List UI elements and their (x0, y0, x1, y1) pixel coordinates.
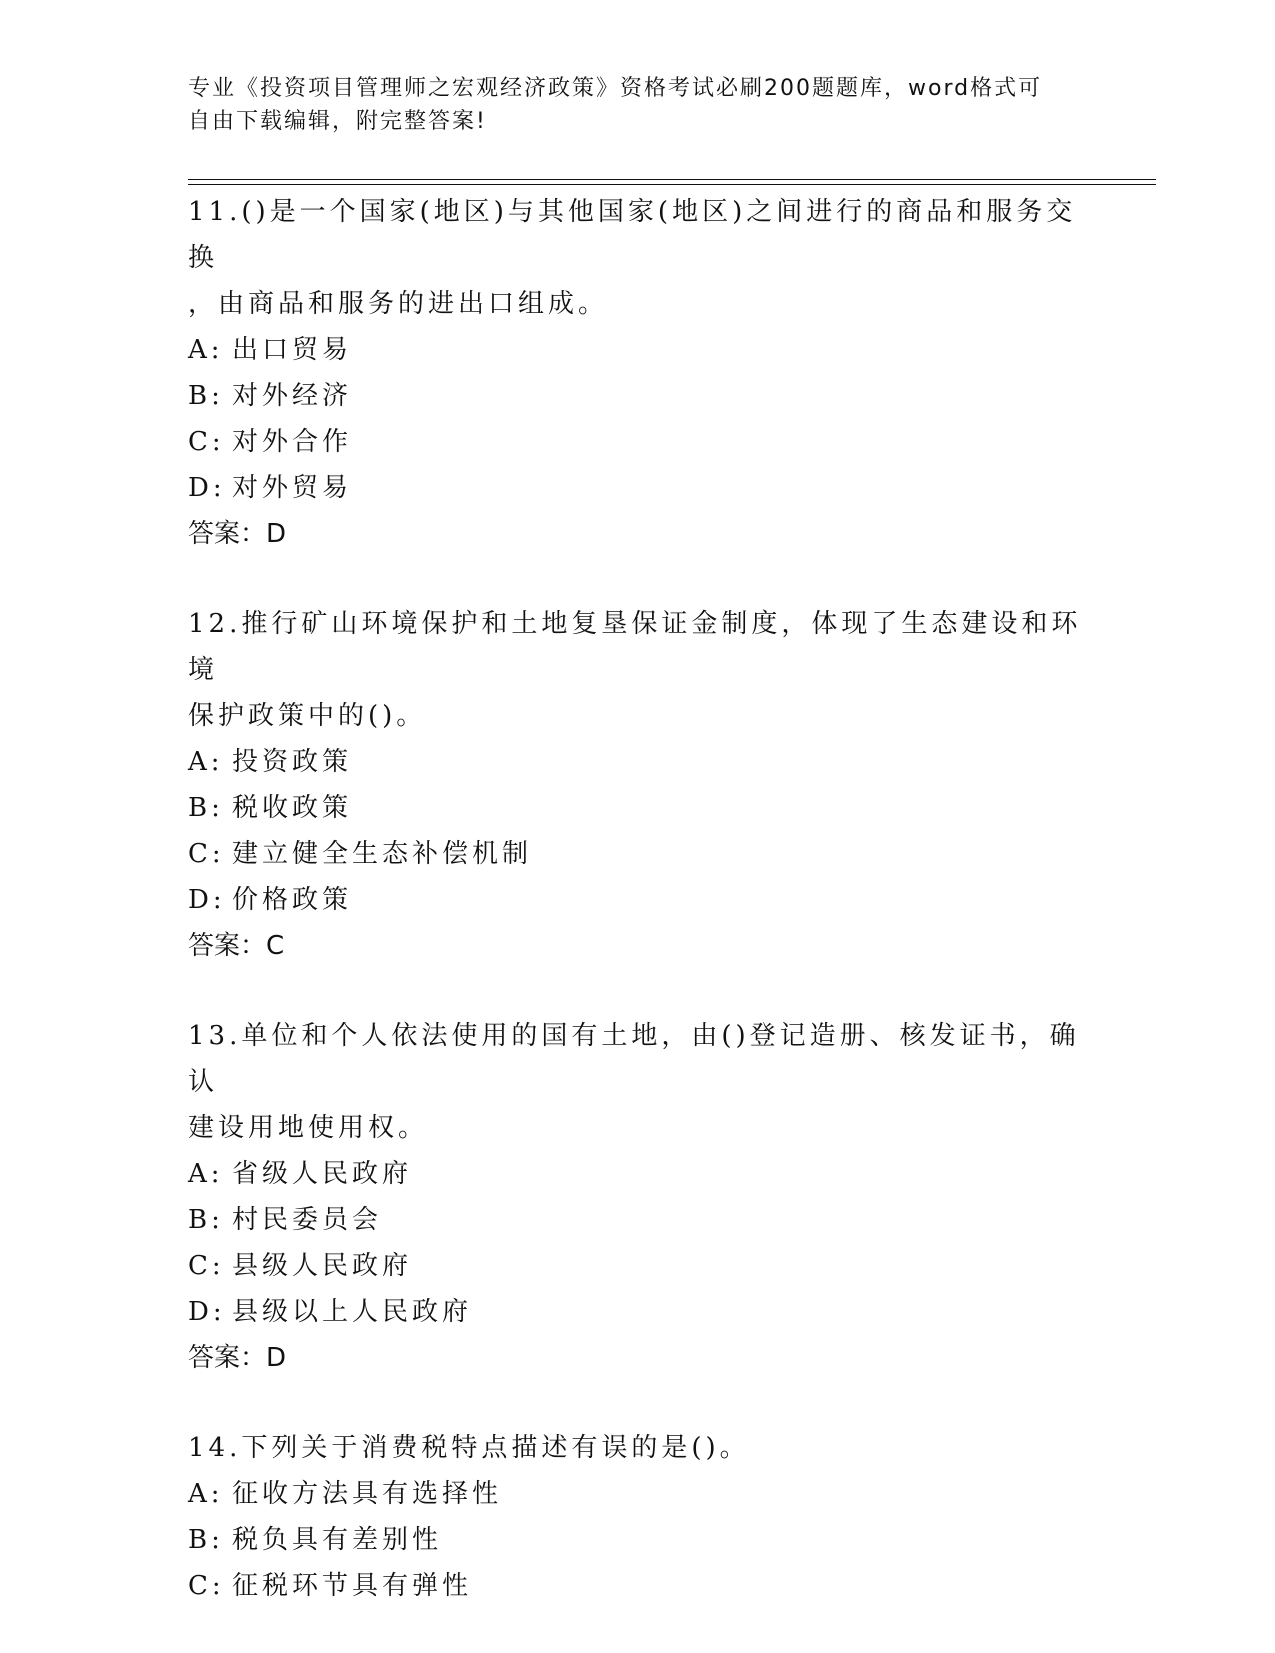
option-text: 税负具有差别性 (232, 1525, 443, 1555)
option-key: C: (188, 1571, 225, 1601)
option-key: B: (188, 1525, 224, 1555)
option-text: 对外合作 (232, 427, 353, 457)
header-divider-top (188, 179, 1156, 180)
option-a (188, 739, 1088, 785)
option-text: 村民委员会 (232, 1205, 383, 1235)
question-stem (188, 1013, 1088, 1151)
option-key: B: (188, 381, 224, 411)
option-b (188, 785, 1088, 831)
option-key: A: (188, 1479, 224, 1509)
answer-line: 答案：D (188, 1343, 287, 1373)
option-key: D: (188, 885, 226, 915)
option-a (188, 327, 1088, 373)
option-text: 出口贸易 (232, 335, 353, 365)
answer-line: 答案：D (188, 519, 287, 549)
option-key: C: (188, 1251, 225, 1281)
option-text: 建立健全生态补偿机制 (232, 839, 533, 869)
question-stem-line-1: 12.推行矿山环境保护和土地复垦保证金制度，体现了生态建设和环境 (188, 609, 1082, 685)
header-line-2: 自由下载编辑，附完整答案! (188, 109, 487, 134)
option-key: C: (188, 839, 225, 869)
question-11 (188, 189, 1088, 557)
option-text: 省级人民政府 (232, 1159, 413, 1189)
header-divider-bottom (188, 184, 1156, 185)
header-line-1: 专业《投资项目管理师之宏观经济政策》资格考试必刷200题题库，word格式可 (188, 76, 1043, 101)
option-d (188, 1289, 1088, 1335)
option-key: A: (188, 747, 224, 777)
option-c (188, 1243, 1088, 1289)
option-text: 县级人民政府 (232, 1251, 413, 1281)
option-text: 对外贸易 (232, 473, 353, 503)
answer-line: 答案：C (188, 931, 285, 961)
question-12 (188, 601, 1088, 969)
option-text: 税收政策 (232, 793, 353, 823)
question-stem-line-1: 13.单位和个人依法使用的国有土地，由()登记造册、核发证书，确认 (188, 1021, 1080, 1097)
option-b (188, 1517, 1088, 1563)
option-text: 投资政策 (232, 747, 353, 777)
option-a (188, 1151, 1088, 1197)
option-text: 征税环节具有弹性 (232, 1571, 473, 1601)
question-stem (188, 1425, 1088, 1471)
option-c (188, 831, 1088, 877)
option-key: B: (188, 793, 224, 823)
option-d (188, 877, 1088, 923)
question-stem (188, 189, 1088, 327)
question-stem (188, 601, 1088, 739)
question-stem-line-1: 14.下列关于消费税特点描述有误的是()。 (188, 1433, 750, 1463)
option-d (188, 465, 1088, 511)
option-text: 对外经济 (232, 381, 353, 411)
option-text: 征收方法具有选择性 (232, 1479, 503, 1509)
option-c (188, 419, 1088, 465)
option-b (188, 373, 1088, 419)
document-header (188, 72, 1078, 138)
question-13 (188, 1013, 1088, 1381)
option-key: D: (188, 1297, 226, 1327)
question-14 (188, 1425, 1088, 1609)
option-c (188, 1563, 1088, 1609)
option-b (188, 1197, 1088, 1243)
question-list (188, 189, 1088, 1653)
option-key: D: (188, 473, 226, 503)
option-text: 价格政策 (232, 885, 353, 915)
option-key: A: (188, 335, 224, 365)
question-stem-line-2: 建设用地使用权。 (188, 1113, 429, 1143)
question-stem-line-1: 11.()是一个国家(地区)与其他国家(地区)之间进行的商品和服务交换 (188, 197, 1077, 273)
question-stem-line-2: ，由商品和服务的进出口组成。 (188, 289, 609, 319)
option-key: B: (188, 1205, 224, 1235)
option-a (188, 1471, 1088, 1517)
option-key: C: (188, 427, 225, 457)
option-key: A: (188, 1159, 224, 1189)
question-stem-line-2: 保护政策中的()。 (188, 701, 427, 731)
option-text: 县级以上人民政府 (232, 1297, 473, 1327)
